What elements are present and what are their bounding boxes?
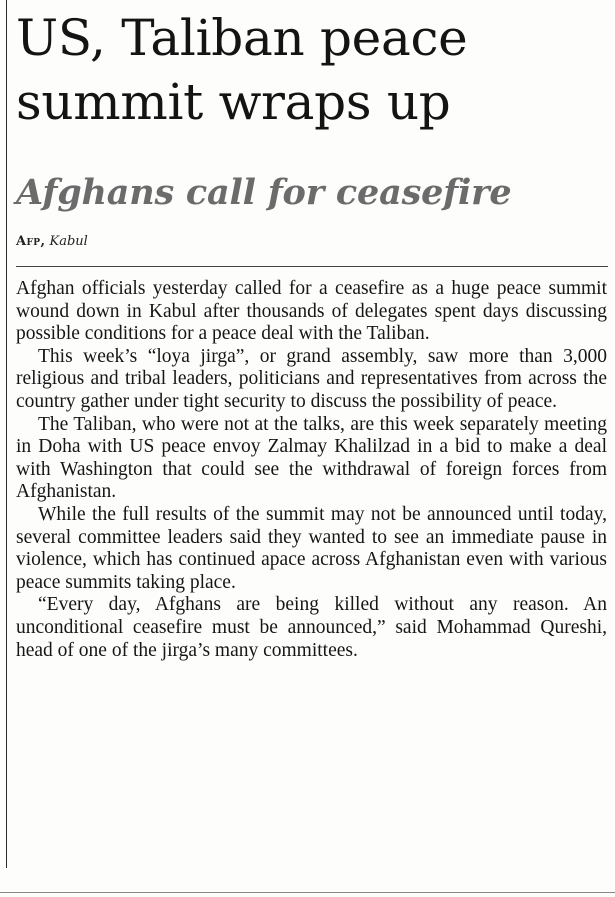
- paragraph: While the full results of the summit may not be announced until today, several committee leaders said they wanted to see an immediate pause in violence, which has continued apace across Afghanistan even with various peace summits taking place.: [16, 503, 607, 593]
- byline-divider: [16, 266, 608, 267]
- headline-line-1: US, Taliban peace: [16, 9, 468, 67]
- article-body: [16, 278, 607, 662]
- bottom-divider: [0, 892, 615, 893]
- paragraph: Afghan officials yesterday called for a ceasefire as a huge peace summit wound down in Kabul after thousands of delegates spent days discussing possible conditions for a peace deal with the Taliban.: [16, 278, 607, 345]
- byline-place: Kabul: [49, 234, 88, 249]
- paragraph: The Taliban, who were not at the talks, are this week separately meeting in Doha with US peace envoy Zalmay Khalilzad in a bid to make a deal with Washington that could see the withdrawal of foreign forces from Afghanistan.: [16, 413, 607, 503]
- column-rule-left: [6, 0, 7, 868]
- paragraph: This week’s “loya jirga”, or grand assembly, saw more than 3,000 religious and tribal leaders, politicians and representatives from across the country gather under tight security to discuss the possibility of peace.: [16, 345, 607, 412]
- subheadline: Afghans call for ceasefire: [16, 172, 512, 213]
- headline-line-2: summit wraps up: [16, 73, 451, 131]
- headline: [16, 6, 612, 134]
- byline-agency: Afp,: [16, 234, 46, 249]
- paragraph: “Every day, Afghans are being killed without any reason. An unconditional ceasefire must be announced,” said Mohammad Qureshi, head of one of the jirga’s many committees.: [16, 594, 607, 661]
- byline: [16, 233, 88, 251]
